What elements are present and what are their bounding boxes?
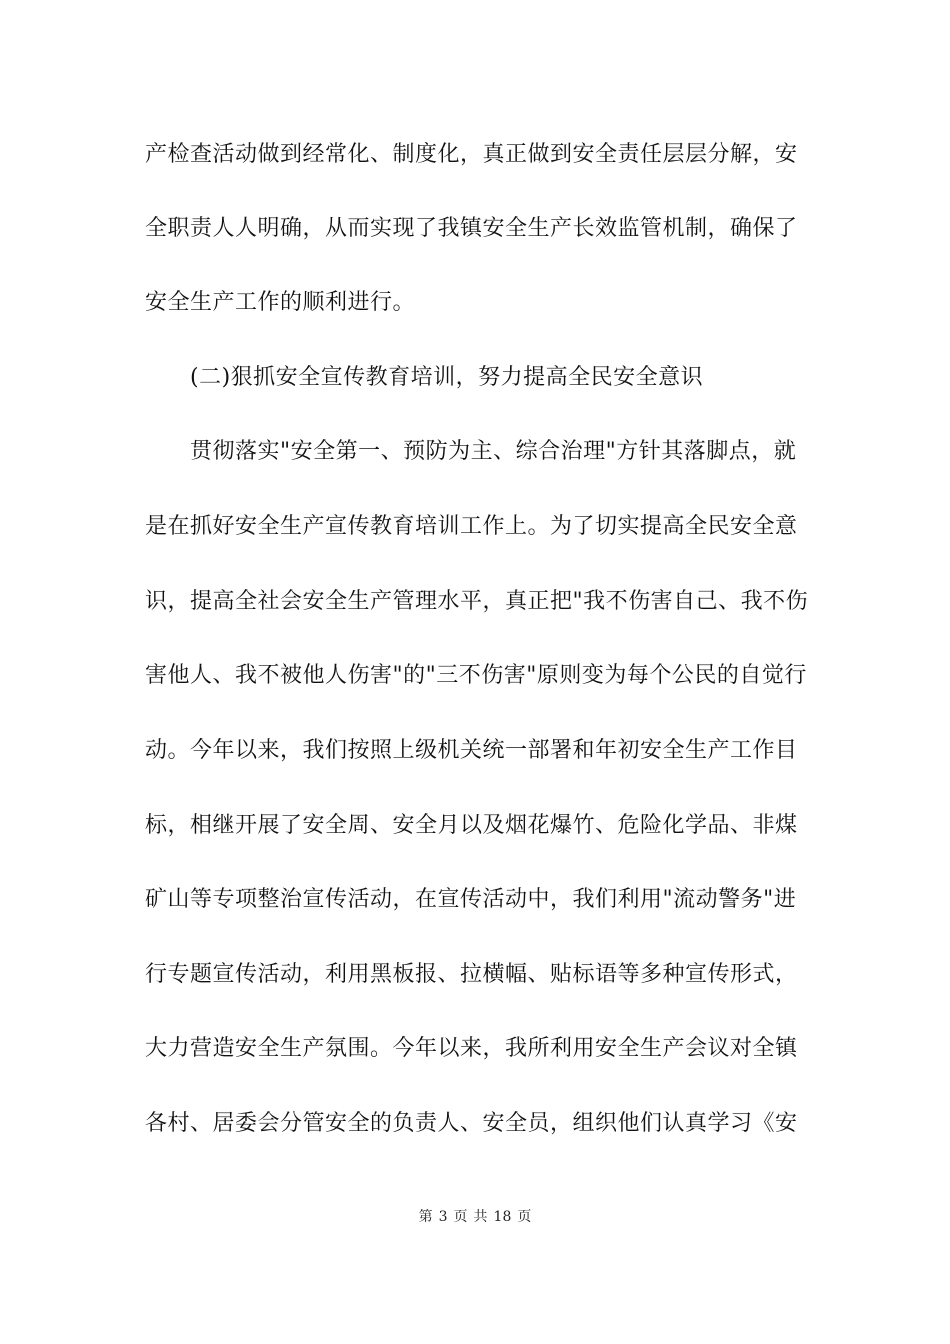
text-line-13: 大力营造安全生产氛围。今年以来，我所利用安全生产会议对全镇 bbox=[145, 1036, 798, 1061]
page-footer bbox=[0, 1207, 950, 1227]
section-heading: (二)狠抓安全宣传教育培训，努力提高全民安全意识 bbox=[190, 365, 704, 390]
text-line-12: 行专题宣传活动，利用黑板报、拉横幅、贴标语等多种宣传形式， bbox=[145, 962, 798, 987]
text-line-10: 标，相继开展了安全周、安全月以及烟花爆竹、危险化学品、非煤 bbox=[145, 813, 798, 838]
footer-page-number: 3 bbox=[438, 1209, 448, 1225]
text-line-14: 各村、居委会分管安全的负责人、安全员，组织他们认真学习《安 bbox=[145, 1111, 798, 1136]
text-line-2: 全职责人人明确，从而实现了我镇安全生产长效监管机制，确保了 bbox=[145, 216, 798, 241]
text-line-6: 是在抓好安全生产宣传教育培训工作上。为了切实提高全民安全意 bbox=[145, 514, 798, 539]
text-line-8: 害他人、我不被他人伤害"的"三不伤害"原则变为每个公民的自觉行 bbox=[145, 663, 807, 688]
text-line-5: 贯彻落实"安全第一、预防为主、综合治理"方针其落脚点，就 bbox=[190, 439, 797, 464]
text-line-9: 动。今年以来，我们按照上级机关统一部署和年初安全生产工作目 bbox=[145, 738, 798, 763]
footer-total-pages: 18 bbox=[493, 1209, 512, 1225]
footer-total-unit: 页 bbox=[517, 1209, 532, 1225]
text-line-7: 识，提高全社会安全生产管理水平，真正把"我不伤害自己、我不伤 bbox=[145, 589, 809, 614]
text-line-1: 产检查活动做到经常化、制度化，真正做到安全责任层层分解，安 bbox=[145, 142, 798, 167]
text-line-3: 安全生产工作的顺利进行。 bbox=[145, 290, 416, 315]
text-line-11: 矿山等专项整治宣传活动，在宣传活动中，我们利用"流动警务"进 bbox=[145, 887, 797, 912]
footer-total-label: 共 bbox=[473, 1209, 488, 1225]
footer-page-unit: 页 bbox=[453, 1209, 468, 1225]
footer-prefix: 第 bbox=[418, 1209, 433, 1225]
